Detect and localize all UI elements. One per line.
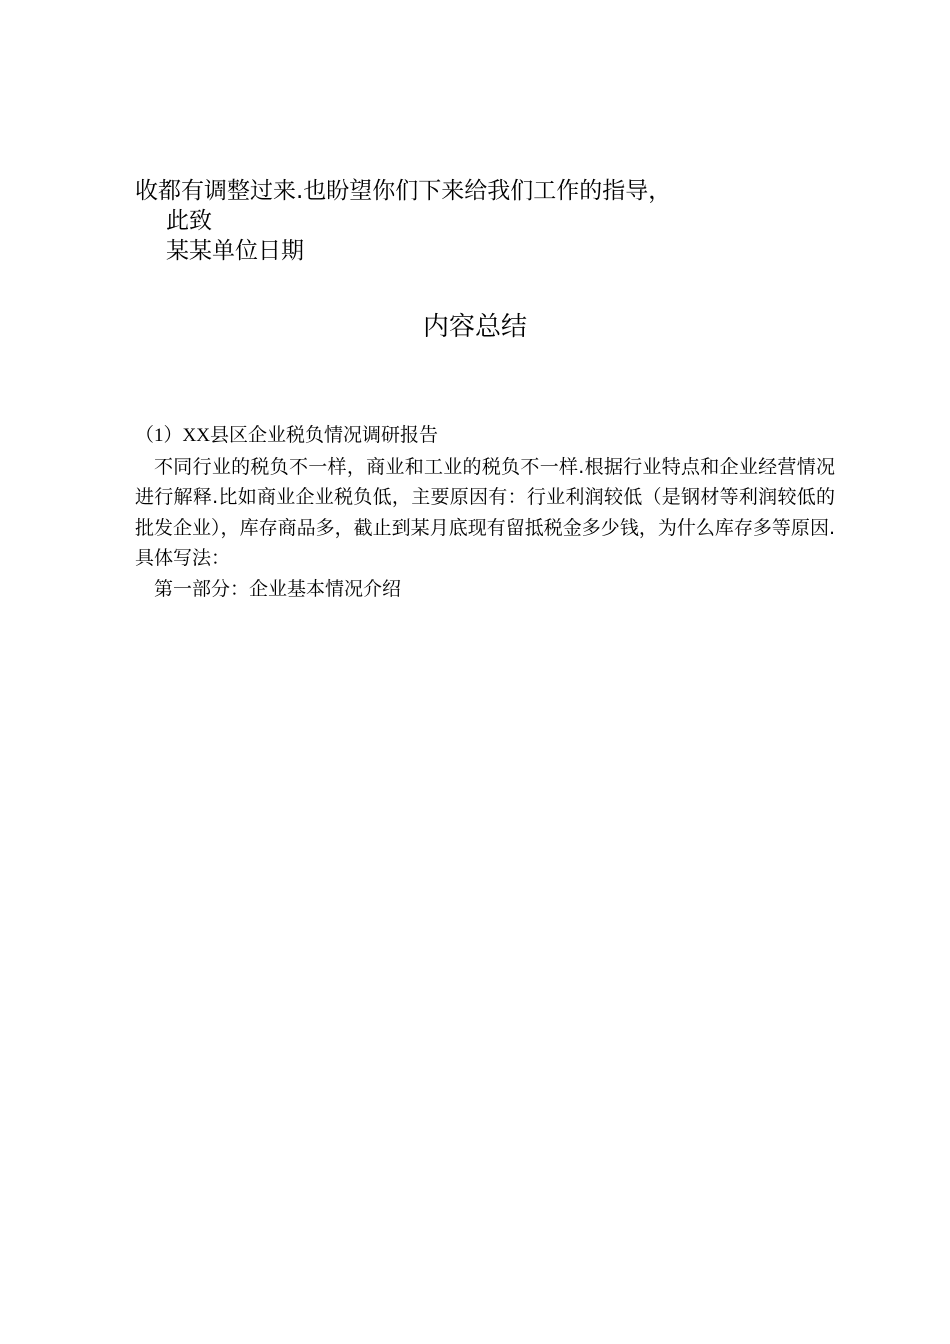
letter-salutation: 此致	[166, 208, 212, 234]
report-heading	[135, 420, 835, 452]
section-title: 内容总结	[422, 312, 527, 342]
report-heading-text: 县区企业税负情况调研报告	[209, 424, 438, 446]
report-heading-number: （1）XX	[135, 425, 210, 446]
report-paragraph: 不同行业的税负不一样，商业和工业的税负不一样.根据行业特点和企业经营情况进行解释.比如商业企业税负低，主要原因有：行业利润较低（是钢材等利润较低的批发企业），库存商品多，截止到某月底现有留抵税金多少钱，为什么库存多等原因.具体写法：	[135, 455, 835, 569]
letter-closing-sentence: 收都有调整过来.也盼望你们下来给我们工作的指导，	[135, 178, 672, 204]
report-part-one: 第一部分：企业基本情况介绍	[154, 577, 402, 600]
summary-body	[135, 420, 835, 604]
letter-signature: 某某单位日期	[166, 238, 304, 264]
